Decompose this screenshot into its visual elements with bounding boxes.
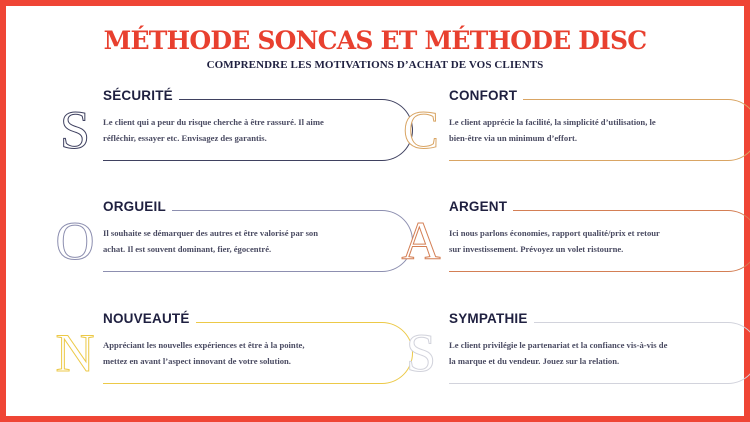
card-description: Ici nous parlons économies, rapport qualité/prix et retour sur investissement. Prévoyez un volet ristourne. (449, 228, 660, 254)
card-title: ARGENT (449, 199, 513, 214)
page-title: MÉTHODE SONCAS ET MÉTHODE DISC (103, 26, 647, 55)
card-argent (401, 199, 750, 272)
card-orgueil (55, 199, 413, 272)
card-description: Il souhaite se démarquer des autres et être valorisé par son achat. Il est souvent dominant, fier, égocentré. (103, 228, 318, 254)
card-title: SYMPATHIE (449, 311, 534, 326)
card-nouveaute (55, 311, 413, 384)
letter-c-icon: C (402, 100, 440, 160)
card-title: CONFORT (449, 88, 523, 103)
letter-n-icon: N (55, 323, 95, 383)
letter-s-icon: S (405, 323, 437, 383)
card-sympathie (405, 311, 750, 384)
card-description: Le client apprécie la facilité, la simplicité d’utilisation, le bien-être via un minimum d’effort. (449, 117, 656, 143)
card-title: SÉCURITÉ (103, 88, 179, 103)
card-description: Le client qui a peur du risque cherche à être rassuré. Il aime réfléchir, essayer etc. Envisagez des garantis. (103, 117, 324, 143)
letter-s-icon: S (59, 100, 91, 160)
card-description: Appréciant les nouvelles expériences et être à la pointe, mettez en avant l’aspect innovant de votre solution. (103, 340, 305, 366)
letter-a-icon: A (401, 211, 441, 271)
letter-o-icon: O (55, 211, 95, 271)
card-title: ORGUEIL (103, 199, 172, 214)
card-title: NOUVEAUTÉ (103, 311, 196, 326)
card-securite (59, 88, 413, 161)
page-subtitle: COMPRENDRE LES MOTIVATIONS D’ACHAT DE VOS CLIENTS (206, 59, 544, 71)
card-description: Le client privilégie le partenariat et la confiance vis-à-vis de la marque et du vendeur. Jouez sur la relation. (449, 340, 668, 366)
card-confort (402, 88, 750, 161)
